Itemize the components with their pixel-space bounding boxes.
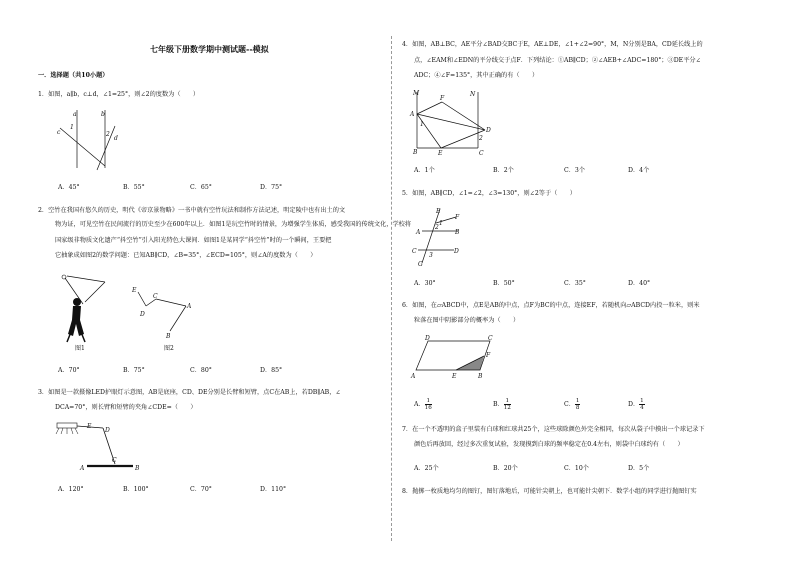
q2-figure-2 (128, 284, 193, 352)
q6-option-d[interactable]: D． $\frac{1}{4}$ (628, 398, 644, 411)
q4-label-2: 2 (479, 135, 483, 142)
q3-figure (55, 420, 155, 475)
q6-label-A: A (411, 373, 416, 380)
q8-line1: 8．抛掷一枚质地均匀的图钉，图钉落地后，可能针尖朝上，也可能针尖朝下．数学小组的同学进行抛图钉实 (402, 488, 697, 495)
q3-line1: 3．如图是一款摄像LED护眼灯示意图，AB是底座，CD、DE分别是长臂和短臂，点C在AB上，若DB∥AB，∠ (38, 389, 341, 396)
q6-c-num: 1 (575, 398, 580, 404)
q5-label-C: C (412, 248, 417, 255)
q2-option-d[interactable]: D．85° (260, 367, 283, 374)
q7-option-a[interactable]: A．25个 (414, 465, 439, 472)
q1-option-c[interactable]: C．65° (190, 184, 212, 191)
q1-label-b: b (101, 111, 105, 118)
q7-option-b[interactable]: B．20个 (493, 465, 518, 472)
q6-label-D: D (425, 335, 430, 342)
q3-line2: DCA=70°，则长臂和短臂的夹角∠CDE=（ ） (55, 404, 197, 411)
q3-label-A: A (80, 465, 85, 472)
q2-fig1-caption: 图1 (75, 345, 85, 352)
q3-label-D: D (105, 427, 110, 434)
q5-label-3: 3 (429, 252, 433, 259)
q6-option-a[interactable]: A． $\frac{1}{16}$ (414, 398, 432, 411)
q5-option-c[interactable]: C．35° (564, 280, 586, 287)
q4-label-N: N (470, 91, 476, 98)
q4-line3: ADC；④∠F=135°，其中正确的有（ ） (414, 72, 539, 79)
q2-fig2-caption: 图2 (164, 345, 174, 352)
q2-option-a[interactable]: A．70° (58, 367, 80, 374)
q2-option-b[interactable]: B．75° (123, 367, 145, 374)
q3-label-C: C (112, 457, 117, 464)
q4-figure (410, 88, 492, 156)
section-heading: 一．选择题（共10小题） (38, 72, 109, 79)
q4-label-C: C (479, 150, 484, 157)
q6-a-num: 1 (426, 398, 430, 404)
q5-stem: 5．如图，AB∥CD，∠1=∠2，∠3=130°，则∠2等于（ ） (402, 190, 576, 197)
q6-label-C: C (488, 335, 493, 342)
q6-figure (410, 335, 495, 385)
q5-option-d[interactable]: D．40° (628, 280, 651, 287)
q7-option-c[interactable]: C．10个 (564, 465, 589, 472)
q2-line1: 2．空竹在我国有悠久的历史，明代《帝京景物略》一书中就有空竹玩法和制作方法记述，明定陵中也有出土的文 (38, 207, 346, 214)
q3-option-a[interactable]: A．120° (58, 486, 84, 493)
q5-option-b[interactable]: B．50° (493, 280, 515, 287)
q1-label-2: 2 (106, 131, 110, 138)
q6-c-den: 8 (575, 405, 580, 411)
q1-label-d: d (114, 135, 118, 142)
q2-option-c[interactable]: C．80° (190, 367, 212, 374)
q6-d-num: 1 (640, 398, 644, 404)
q2-line4: 它抽象成如图2的数学问题：已知AB∥CD，∠B=35°，∠ECD=105°，则∠A的度数为（ ） (55, 252, 317, 259)
q4-option-b[interactable]: B．2个 (493, 167, 514, 174)
q4-label-F: F (440, 95, 445, 102)
q5-label-A: A (416, 229, 421, 236)
q1-option-a[interactable]: A．45° (58, 184, 80, 191)
q4-line1: 4．如图，AB⊥BC，AE平分∠BAD交BC于E，AE⊥DE，∠1+∠2=90°，M，N分别是BA，CD延长线上的 (402, 41, 703, 48)
q5-figure (410, 207, 470, 267)
q3-option-c[interactable]: C．70° (190, 486, 212, 493)
q7-line2: 颜色后再放回，经过多次重复试验，发现摸到白球的频率稳定在0.4左右，则袋中白球约有（ ） (414, 441, 684, 448)
q5-label-E: E (436, 208, 441, 215)
q7-line1: 7．在一个不透明的盒子里装有白球和红球共25个，这些球除颜色外完全相同，每次从袋子中摸出一个球记录下 (402, 426, 705, 433)
q6-b-den: 12 (503, 405, 511, 411)
q4-label-D: D (486, 127, 491, 134)
q6-d-den: 4 (640, 405, 644, 411)
q4-option-d[interactable]: D．4个 (628, 167, 650, 174)
q4-option-c[interactable]: C．3个 (564, 167, 586, 174)
q2-label-B: B (166, 333, 171, 340)
q4-label-M: M (413, 90, 420, 97)
q5-label-F: F (455, 214, 460, 221)
q2-label-E: E (132, 287, 137, 294)
q7-option-d[interactable]: D．5个 (628, 465, 650, 472)
q5-label-D: D (454, 248, 459, 255)
q5-label-1: 1 (439, 220, 443, 227)
q5-label-B: B (455, 229, 460, 236)
page-title: 七年级下册数学期中测试题--模拟 (150, 44, 269, 54)
q4-label-E: E (438, 150, 443, 157)
q3-option-d[interactable]: D．110° (260, 486, 287, 493)
q6-line1: 6．如图，在▱ABCD中，点E是AB的中点，点F为BC的中点，连接EF，若随机向▱ABCD内投一粒米，则米 (402, 302, 700, 309)
q4-label-B: B (413, 149, 418, 156)
q5-label-2: 2 (435, 224, 439, 231)
q1-stem: 1．如图，a∥b，c⊥d，∠1=25°，则∠2的度数为（ ） (38, 91, 200, 98)
q4-label-1: 1 (420, 121, 424, 128)
q2-line3: 国家级非物质文化遗产“抖空竹”引入阳光特色大课间．如图1是某同学“抖空竹”时的一个瞬间，王要把 (55, 237, 332, 244)
q1-option-d[interactable]: D．75° (260, 184, 283, 191)
q2-label-D: D (140, 311, 145, 318)
q2-label-C: C (153, 293, 158, 300)
q1-label-1: 1 (70, 124, 74, 131)
q6-label-F: F (486, 352, 491, 359)
q6-b-num: 1 (505, 398, 510, 404)
q3-label-E: E (87, 423, 92, 430)
q1-option-b[interactable]: B．55° (123, 184, 145, 191)
q5-label-G: G (418, 261, 423, 268)
q6-option-c[interactable]: C． $\frac{1}{8}$ (564, 398, 580, 411)
q1-label-a: a (73, 111, 77, 118)
q1-figure (55, 108, 135, 173)
q3-option-b[interactable]: B．100° (123, 486, 149, 493)
q6-line2: 粒落在图中阴影部分的概率为（ ） (414, 317, 520, 324)
q6-a-den: 16 (424, 405, 432, 411)
column-divider (391, 36, 392, 541)
q6-label-E: E (452, 373, 457, 380)
q6-label-B: B (478, 373, 483, 380)
q2-label-A: A (187, 303, 192, 310)
q4-line2: 点，∠EAM和∠EDN的平分线交于点F．下列结论：①AB∥CD；②∠AEB+∠ADC=180°；③DE平分∠ (414, 57, 701, 64)
q5-option-a[interactable]: A．30° (414, 280, 436, 287)
q1-label-c: c (57, 129, 61, 136)
q2-figure-1 (55, 272, 115, 352)
q3-label-B: B (135, 465, 140, 472)
q4-label-A: A (410, 111, 415, 118)
q2-line2: 物为证，可见空竹在民间流行的历史至少在600年以上．如图1是玩空竹时的情景，为增强学生体质，感受我国的传统文化，学校将 (55, 221, 412, 228)
q6-option-b[interactable]: B． $\frac{1}{12}$ (493, 398, 511, 411)
q4-option-a[interactable]: A．1个 (414, 167, 435, 174)
